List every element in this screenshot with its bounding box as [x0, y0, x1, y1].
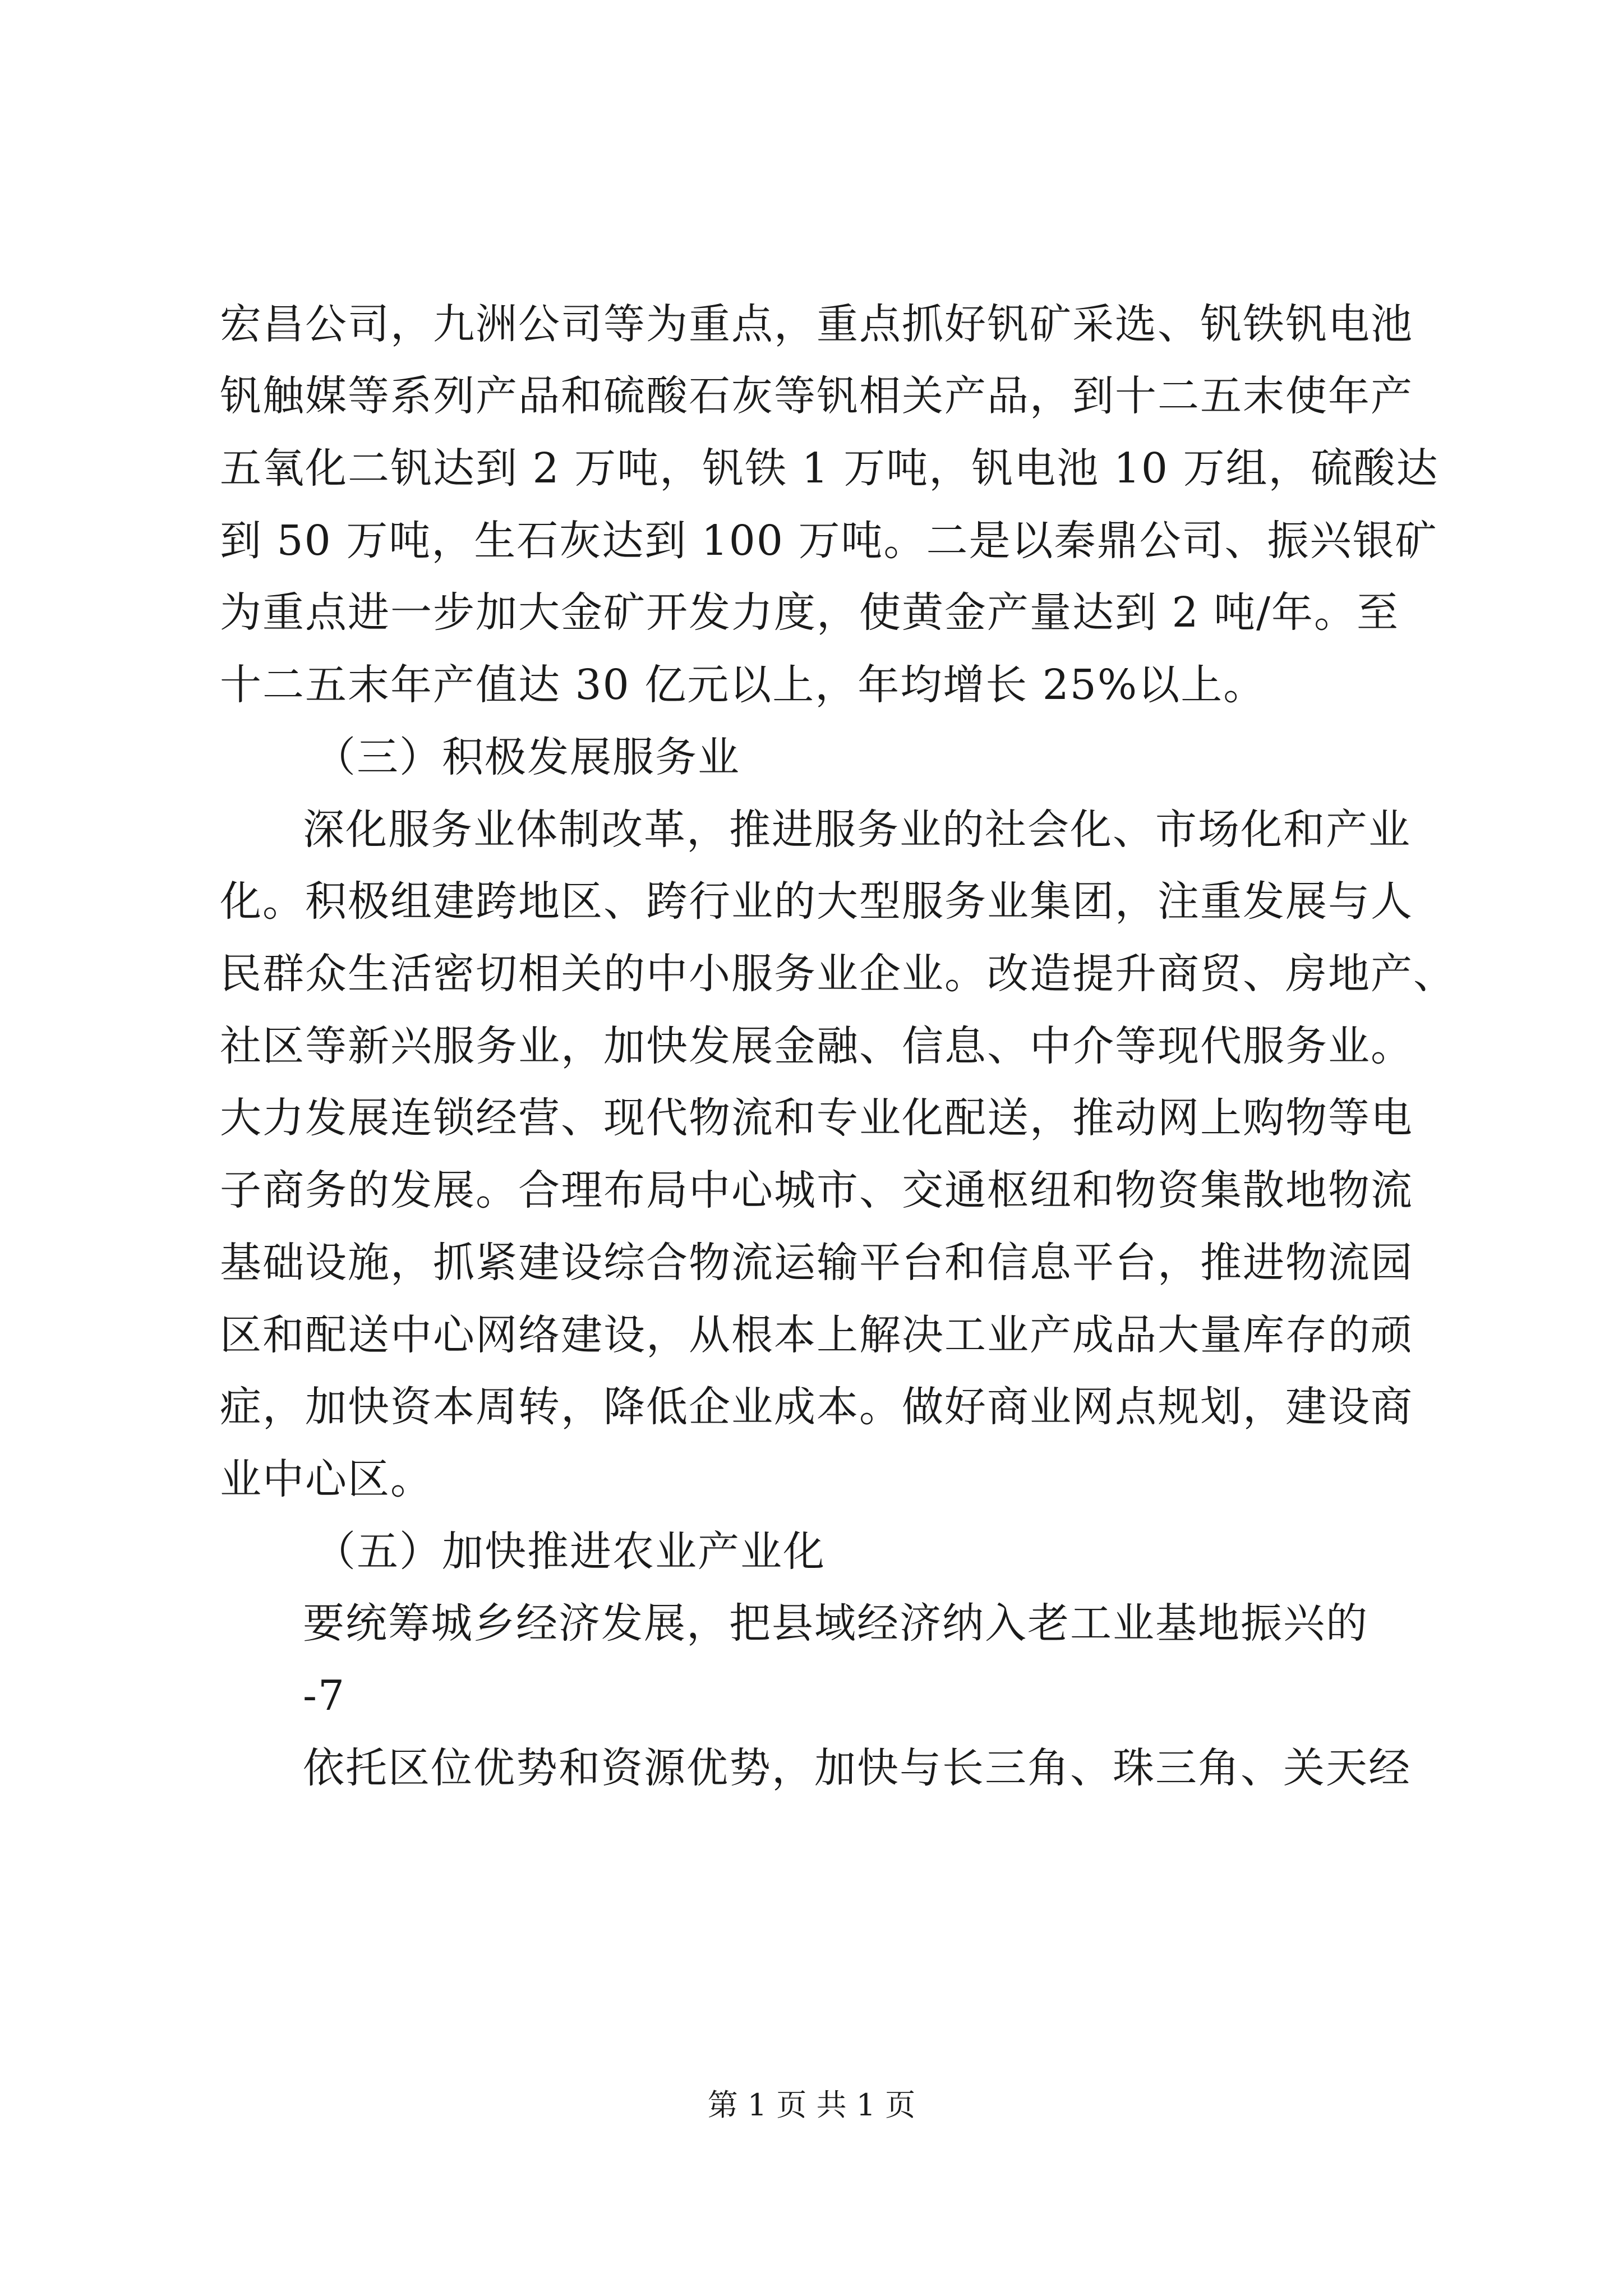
body-text-line: 大力发展连锁经营、现代物流和专业化配送，推动网上购物等电: [220, 1094, 1413, 1142]
body-text-line: 民群众生活密切相关的中小服务业企业。改造提升商贸、房地产、: [220, 950, 1456, 998]
body-text-line: 区和配送中心网络建设，从根本上解决工业产成品大量库存的顽: [220, 1311, 1413, 1359]
page-footer: 第 1 页 共 1 页: [707, 2087, 916, 2123]
page-fragment-number: -7: [303, 1672, 346, 1720]
body-text-line: 社区等新兴服务业，加快发展金融、信息、中介等现代服务业。: [220, 1022, 1413, 1070]
body-text-line: 宏昌公司，九洲公司等为重点，重点抓好钒矿采选、钒铁钒电池: [220, 300, 1413, 348]
body-text-line: 基础设施，抓紧建设综合物流运输平台和信息平台，推进物流园: [220, 1239, 1413, 1287]
paragraph-first-line: 深化服务业体制改革，推进服务业的社会化、市场化和产业: [303, 806, 1411, 854]
paragraph-first-line: 依托区位优势和资源优势，加快与长三角、珠三角、关天经: [303, 1744, 1411, 1792]
body-text-line: 子商务的发展。合理布局中心城市、交通枢纽和物资集散地物流: [220, 1166, 1413, 1214]
body-text-line: 为重点进一步加大金矿开发力度，使黄金产量达到 2 吨/年。至: [220, 588, 1400, 637]
paragraph-first-line: 要统筹城乡经济发展，把县域经济纳入老工业基地振兴的: [303, 1599, 1368, 1648]
body-text-line: 症，加快资本周转，降低企业成本。做好商业网点规划，建设商: [220, 1383, 1413, 1431]
body-text-line: 化。积极组建跨地区、跨行业的大型服务业集团，注重发展与人: [220, 877, 1413, 926]
body-text-line: 钒触媒等系列产品和硫酸石灰等钒相关产品，到十二五末使年产: [220, 372, 1413, 420]
section-heading: （五）加快推进农业产业化: [314, 1527, 826, 1576]
section-heading: （三）积极发展服务业: [314, 733, 740, 781]
body-text-line: 十二五末年产值达 30 亿元以上，年均增长 25%以上。: [220, 661, 1266, 709]
body-text-line: 到 50 万吨，生石灰达到 100 万吨。二是以秦鼎公司、振兴银矿: [220, 517, 1438, 565]
body-text-line: 业中心区。: [220, 1455, 433, 1503]
body-text-line: 五氧化二钒达到 2 万吨，钒铁 1 万吨，钒电池 10 万组，硫酸达: [220, 444, 1439, 493]
